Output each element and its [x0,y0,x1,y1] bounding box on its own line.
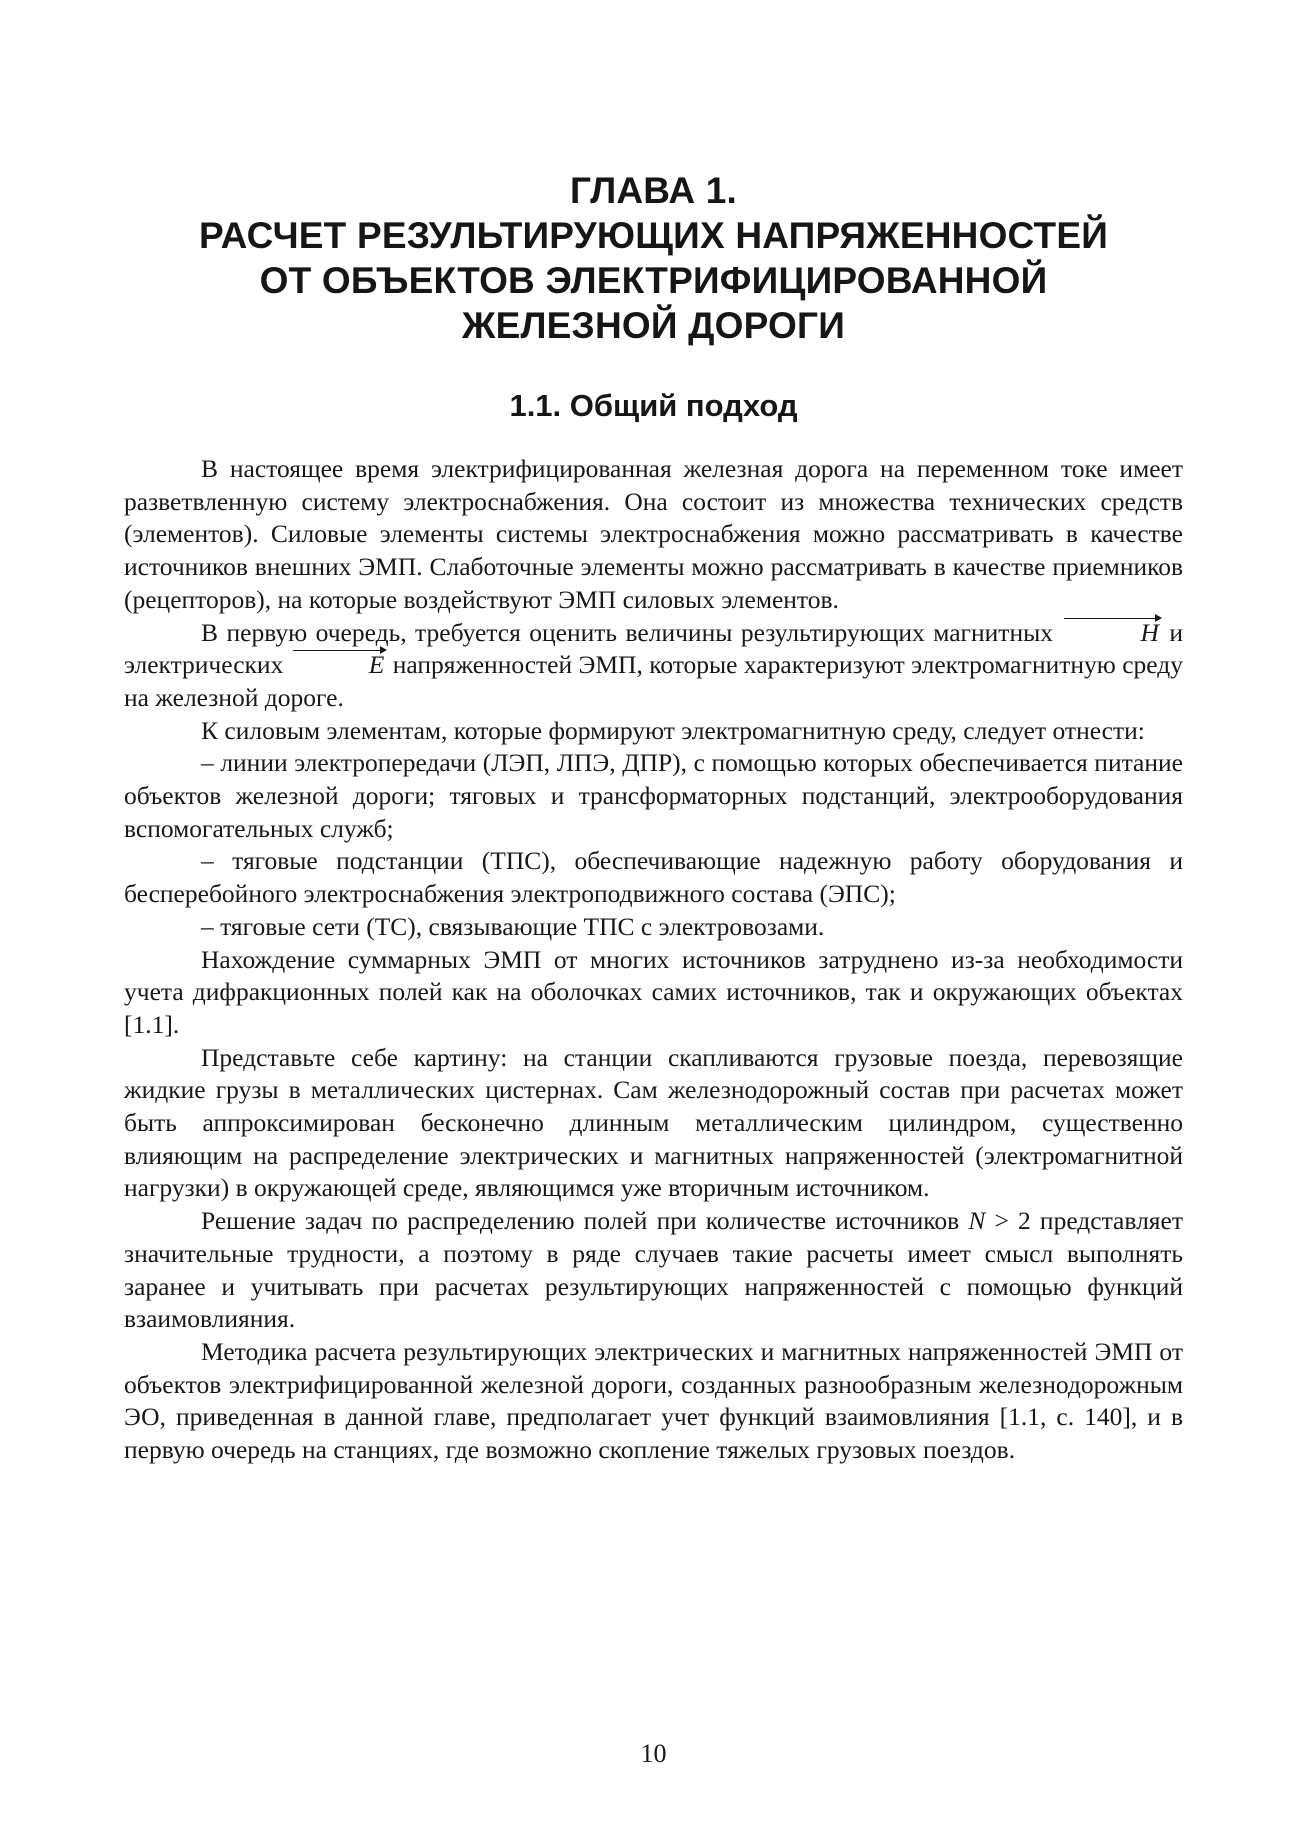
list-item: – тяговые подстанции (ТПС), обеспечивающие надежную работу оборудования и бесперебойного электроснабжения электроподвижного состава (ЭПС); [124,846,1183,909]
chapter-title-line: ГЛАВА 1. [569,170,738,211]
vector-h-symbol: H [1061,617,1160,650]
chapter-title-line: ОТ ОБЪЕКТОВ ЭЛЕКТРИФИЦИРОВАННОЙ [259,260,1048,301]
list-item: – линии электропередачи (ЛЭП, ЛПЭ, ДПР), с помощью которых обеспечивается питание объектов железной дороги; тяговых и трансформаторных подстанций, электрооборудования вспомогательных служб; [124,748,1183,843]
paragraph: Нахождение суммарных ЭМП от многих источников затруднено из-за необходимости учета дифракционных полей как на оболочках самих источников, так и окружающих объектах [1.1]. [124,944,1183,1039]
paragraph: В настоящее время электрифицированная железная дорога на переменном токе имеет разветвленную систему электроснабжения. Она состоит из множества технических средств (элементов). Силовые элементы системы электроснабжения можно рассматривать в качестве источников внешних ЭМП. Слаботочные элементы можно рассматривать в качестве приемников (рецепторов), на которые воздействуют ЭМП силовых элементов. [124,454,1183,614]
page-number: 10 [640,1739,667,1768]
paragraph [124,617,1183,715]
chapter-title-line: ЖЕЛЕЗНОЙ ДОРОГИ [462,305,845,346]
vector-e-symbol: E [290,649,387,682]
body-text [124,453,1183,1467]
paragraph [124,1205,1183,1336]
paragraph: Представьте себе картину: на станции скапливаются грузовые поезда, перевозящие жидкие грузы в металлических цистернах. Сам железнодорожный состав при расчетах может быть аппроксимирован бесконечно длинным металлическим цилиндром, существенно влияющим на распределение электрических и магнитных напряженностей (электромагнитной нагрузки) в окружающей среде, являющимся уже вторичным источником. [124,1042,1183,1203]
paragraph: К силовым элементам, которые формируют электромагнитную среду, следует отнести: [201,715,1145,745]
paragraph-text: напряженностей ЭМП, которые характеризуют электромагнитную среду на железной дороге. [124,650,1183,712]
paragraph-text: Решение задач по распределению полей при количестве источников [201,1206,969,1236]
section-title: 1.1. Общий подход [509,388,798,423]
chapter-title-line: РАСЧЕТ РЕЗУЛЬТИРУЮЩИХ НАПРЯЖЕННОСТЕЙ [198,215,1109,256]
math-symbol-n: N [968,1206,986,1236]
chapter-title [0,168,1307,348]
paragraph-text: и электрических [124,617,1183,680]
paragraph-text: > 2 представляет значительные трудности, а поэтому в ряде случаев такие расчеты имеет смысл выполнять заранее и учитывать при расчетах результирующих напряженностей с помощью функций взаимовлияния. [124,1206,1183,1334]
list-item: – тяговые сети (ТС), связывающие ТПС с электровозами. [201,911,825,941]
paragraph-text: В первую очередь, требуется оценить величины результирующих магнитных [201,617,1062,647]
paragraph: Методика расчета результирующих электрических и магнитных напряженностей ЭМП от объектов электрифицированной железной дороги, созданных разнообразным железнодорожным ЭО, приведенная в данной главе, предполагает учет функций взаимовлияния [1.1, с. 140], и в первую очередь на станциях, где возможно скопление тяжелых грузовых поездов. [124,1336,1183,1465]
